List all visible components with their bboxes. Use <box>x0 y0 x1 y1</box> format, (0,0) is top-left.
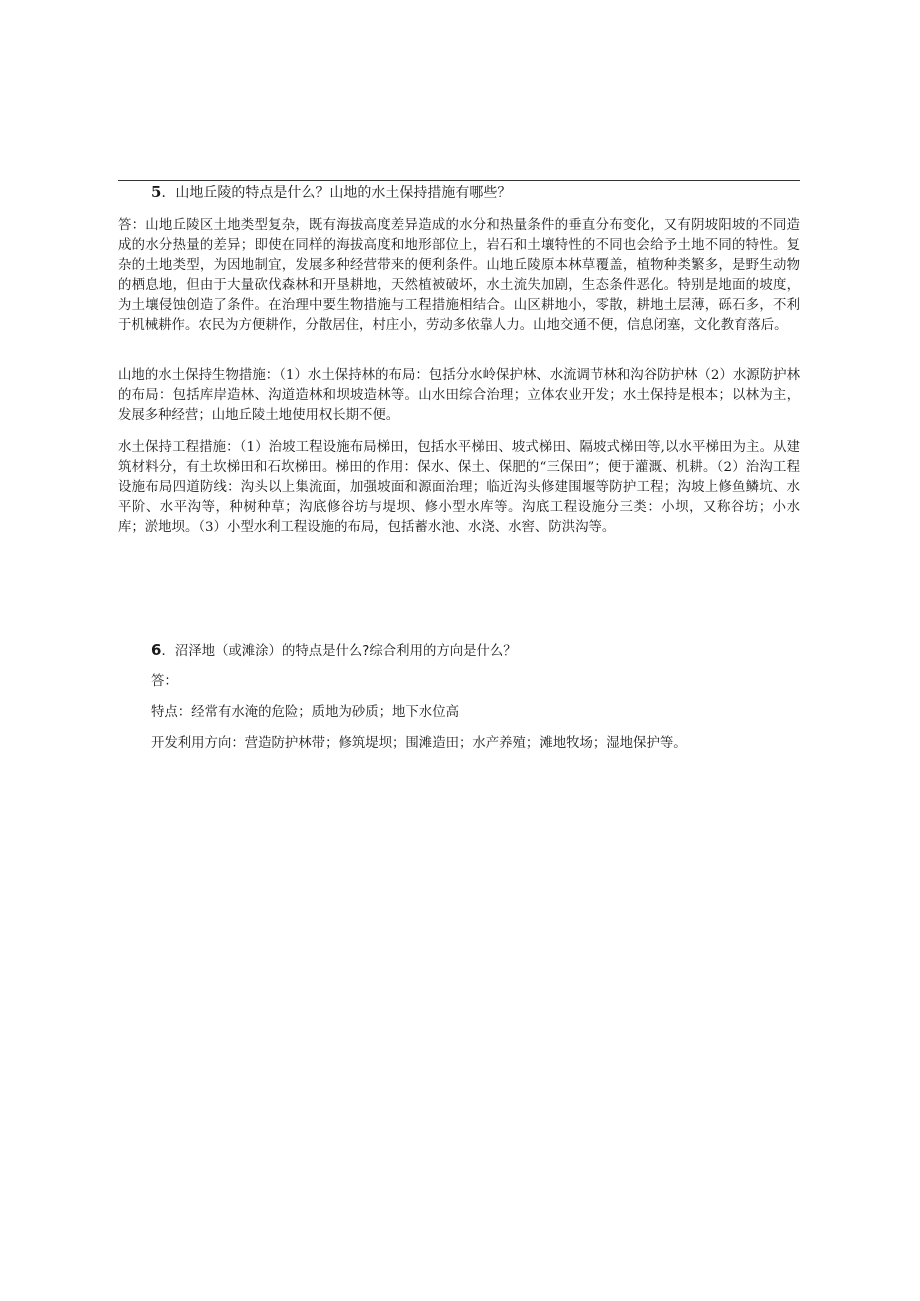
question-5-answer-paragraph-3: 水土保持工程措施：（1）治坡工程设施布局梯田，包括水平梯田、坡式梯田、隔坡式梯田等,以水平梯田为主。从建筑材料分，有土坎梯田和石坎梯田。梯田的作用：保水、保土、保肥的“三保田”；便于灌溉、机耕。（2）治沟工程设施布局四道防线：沟头以上集流面，加强坡面和源面治理；临近沟头修建围堰等防护工程；沟坡上修鱼鳞坑、水平阶、水平沟等，种树种草；沟底修谷坊与堤坝、修小型水库等。沟底工程设施分三类：小坝，又称谷坊；小水库；淤地坝。（3）小型水利工程设施的布局，包括蓄水池、水浇、水窖、防洪沟等。 <box>118 440 800 535</box>
question-6-uses: 开发利用方向：营造防护林带；修筑堤坝；围滩造田；水产养殖；滩地牧场；湿地保护等。 <box>151 736 687 751</box>
question-5-text: ．山地丘陵的特点是什么？山地的水土保持措施有哪些？ <box>161 185 512 201</box>
question-6-number: 6 <box>151 641 162 659</box>
question-5-answer-paragraph-1: 答：山地丘陵区土地类型复杂，既有海拔高度差异造成的水分和热量条件的垂直分布变化，又有阴坡阳坡的不同造成的水分热量的差异；即使在同样的海拔高度和地形部位上，岩石和土壤特性的不同也会给予土地不同的特性。复杂的土地类型，为因地制宜，发展多种经营带来的便利条件。山地丘陵原本林草覆盖，植物种类繁多，是野生动物的栖息地，但由于大量砍伐森林和开垦耕地，天然植被破坏，水土流失加剧，生态条件恶化。特别是地面的坡度，为土壤侵蚀创造了条件。在治理中要生物措施与工程措施相结合。山区耕地小，零散，耕地土层薄，砾石多，不利于机械耕作。农民为方便耕作，分散居住，村庄小，劳动多依靠人力。山地交通不便，信息闭塞，文化教育落后。 <box>118 218 800 333</box>
question-5-title <box>151 182 511 203</box>
question-5-number: 5 <box>151 183 162 201</box>
top-divider <box>118 180 800 181</box>
question-6-answer-label: 答： <box>151 674 178 689</box>
question-5-answer-paragraph-2: 山地的水土保持生物措施：（1）水土保持林的布局：包括分水岭保护林、水流调节林和沟谷防护林（2）水源防护林的布局：包括库岸造林、沟道造林和坝坡造林等。山水田综合治理；立体农业开发；水土保持是根本；以林为主，发展多种经营；山地丘陵土地使用权长期不便。 <box>118 368 800 423</box>
question-6-features: 特点：经常有水淹的危险；质地为砂质；地下水位高 <box>151 705 459 720</box>
question-6-text: ．沼泽地（或滩涂）的特点是什么?综合利用的方向是什么？ <box>161 644 517 659</box>
question-6-title <box>151 640 517 662</box>
